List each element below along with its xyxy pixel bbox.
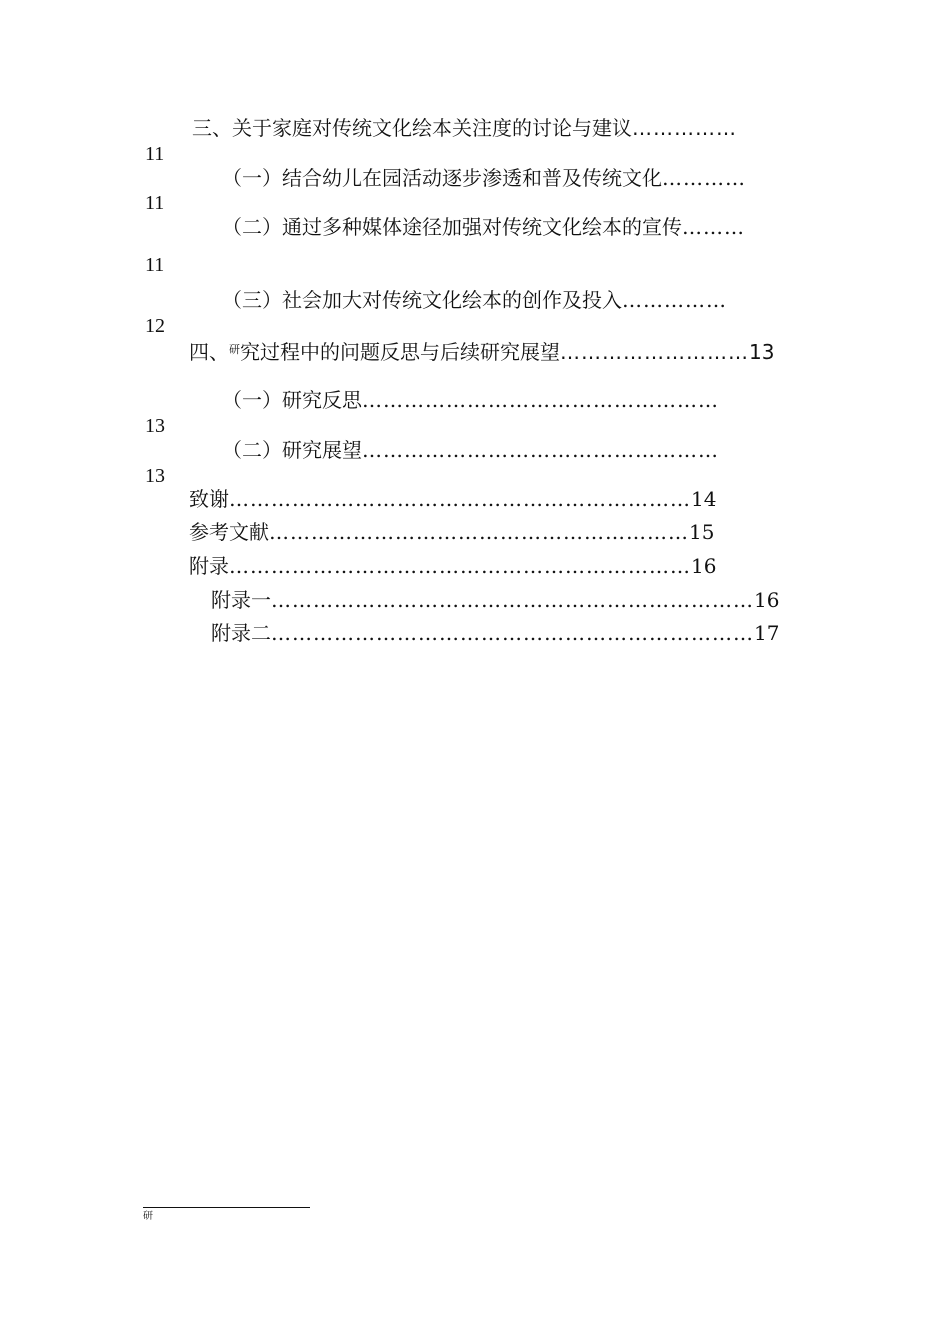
toc-page-number: 13 [145, 415, 165, 437]
toc-entry-references[interactable] [189, 520, 714, 545]
toc-entry-title: （二）研究展望 [222, 438, 362, 462]
toc-page-number: 16 [754, 588, 780, 612]
toc-entry-section-4[interactable] [189, 338, 774, 364]
toc-entry-section-3[interactable] [192, 116, 737, 140]
toc-page-number: 11 [145, 192, 165, 214]
toc-entry-appendix-2[interactable] [211, 621, 779, 645]
toc-entry-title: 附录 [189, 554, 229, 578]
toc-entry-title-prefix: 四、 [189, 340, 229, 364]
toc-page-number: 11 [145, 143, 165, 165]
toc-leader-dots: …………………………………………… [362, 438, 719, 462]
toc-leader-dots: ………… [662, 166, 746, 190]
toc-entry-section-3-3[interactable] [222, 288, 727, 312]
toc-page-number: 17 [754, 621, 780, 645]
toc-leader-dots: …………… [632, 116, 737, 140]
toc-leader-dots: ………………………………………………………… [229, 487, 691, 511]
toc-entry-section-4-1[interactable] [222, 388, 719, 412]
toc-leader-dots: ……………………… [560, 340, 749, 364]
toc-entry-title: 附录二 [211, 621, 271, 645]
toc-page-number: 13 [749, 340, 775, 364]
toc-page-number: 11 [145, 254, 165, 276]
toc-leader-dots: ………………………………………………………… [229, 554, 691, 578]
toc-page-number: 12 [145, 315, 165, 337]
toc-entry-title: （三）社会加大对传统文化绘本的创作及投入 [222, 288, 622, 312]
toc-entry-title: 参考文献 [189, 520, 269, 544]
toc-entry-title: 附录一 [211, 588, 271, 612]
toc-entry-section-3-2[interactable] [222, 215, 745, 239]
footnote-reference-mark: 研 [229, 343, 240, 356]
toc-entry-title: 究过程中的问题反思与后续研究展望 [240, 340, 560, 364]
toc-entry-title: （二）通过多种媒体途径加强对传统文化绘本的宣传 [222, 215, 682, 239]
toc-entry-acknowledgements[interactable] [189, 487, 716, 512]
toc-leader-dots: …………………………………………… [362, 388, 719, 412]
toc-entry-appendix-1[interactable] [211, 588, 779, 612]
toc-page-number: 13 [145, 465, 165, 487]
toc-entry-title: （一）结合幼儿在园活动逐步渗透和普及传统文化 [222, 166, 662, 190]
toc-page-number: 15 [689, 520, 715, 544]
toc-entry-title: 三、关于家庭对传统文化绘本关注度的讨论与建议 [192, 116, 632, 140]
toc-leader-dots: ……… [682, 215, 745, 239]
toc-entry-section-4-2[interactable] [222, 438, 719, 462]
toc-entry-title: （一）研究反思 [222, 388, 362, 412]
toc-leader-dots: …………………………………………………… [269, 520, 689, 544]
toc-page-number: 14 [691, 487, 717, 511]
footnote-separator [143, 1207, 310, 1208]
toc-leader-dots: …………… [622, 288, 727, 312]
toc-entry-appendix[interactable] [189, 554, 716, 579]
toc-entry-section-3-1[interactable] [222, 166, 746, 190]
footnote-text: 研 [143, 1211, 153, 1222]
toc-entry-title: 致谢 [189, 487, 229, 511]
toc-leader-dots: …………………………………………………………… [271, 621, 754, 645]
toc-page-number: 16 [691, 554, 717, 578]
toc-leader-dots: …………………………………………………………… [271, 588, 754, 612]
